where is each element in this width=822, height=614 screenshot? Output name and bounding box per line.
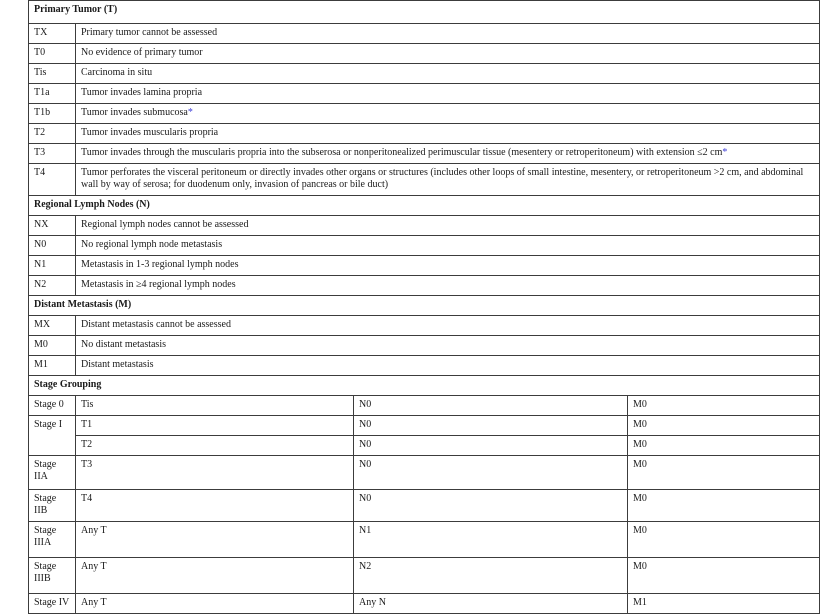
stage-m-cell: M0 bbox=[628, 490, 820, 522]
description-cell bbox=[76, 144, 820, 164]
description-cell: No regional lymph node metastasis bbox=[76, 236, 820, 256]
footnote-marker: * bbox=[722, 147, 728, 158]
stage-n-cell: N0 bbox=[354, 456, 628, 490]
code-cell: N1 bbox=[29, 256, 76, 276]
stage-n-cell: N0 bbox=[354, 416, 628, 436]
stage-grouping-heading: Stage Grouping bbox=[29, 376, 820, 396]
code-cell: N2 bbox=[29, 276, 76, 296]
stage-row bbox=[29, 456, 820, 490]
stage-label: Stage I bbox=[29, 416, 76, 456]
stage-m-cell: M0 bbox=[628, 436, 820, 456]
stage-row bbox=[29, 416, 820, 436]
table-row bbox=[29, 104, 820, 124]
description-cell: Carcinoma in situ bbox=[76, 64, 820, 84]
stage-label: Stage IV bbox=[29, 594, 76, 614]
distant-metastasis-heading: Distant Metastasis (M) bbox=[29, 296, 820, 316]
stage-row bbox=[29, 490, 820, 522]
code-cell: T0 bbox=[29, 44, 76, 64]
code-cell: M0 bbox=[29, 336, 76, 356]
table-row bbox=[29, 236, 820, 256]
code-cell: N0 bbox=[29, 236, 76, 256]
stage-m-cell: M1 bbox=[628, 594, 820, 614]
stage-m-cell: M0 bbox=[628, 416, 820, 436]
code-cell: T1a bbox=[29, 84, 76, 104]
description-cell: Distant metastasis bbox=[76, 356, 820, 376]
table-row bbox=[29, 24, 820, 44]
description-cell: Tumor perforates the visceral peritoneum or directly invades other organs or structures (includes other loops of small intestine, mesentery, or retroperitoneum >2 cm, and abdominal wall by way of serosa; for duodenum only, invasion of pancreas or bile duct) bbox=[76, 164, 820, 196]
table-row bbox=[29, 356, 820, 376]
section-header-row bbox=[29, 1, 820, 24]
stage-t-cell: Any T bbox=[76, 594, 354, 614]
code-cell: TX bbox=[29, 24, 76, 44]
stage-n-cell: Any N bbox=[354, 594, 628, 614]
stage-m-cell: M0 bbox=[628, 456, 820, 490]
stage-t-cell: T3 bbox=[76, 456, 354, 490]
stage-t-cell: Tis bbox=[76, 396, 354, 416]
table-row bbox=[29, 256, 820, 276]
code-cell: Tis bbox=[29, 64, 76, 84]
footnote-marker: * bbox=[187, 107, 193, 118]
stage-t-cell: Any T bbox=[76, 522, 354, 558]
code-cell: NX bbox=[29, 216, 76, 236]
stage-row bbox=[29, 522, 820, 558]
description-cell: Tumor invades muscularis propria bbox=[76, 124, 820, 144]
description-cell: No evidence of primary tumor bbox=[76, 44, 820, 64]
stage-t-cell: T4 bbox=[76, 490, 354, 522]
code-cell: T1b bbox=[29, 104, 76, 124]
table-row bbox=[29, 64, 820, 84]
table-row bbox=[29, 276, 820, 296]
code-cell: T4 bbox=[29, 164, 76, 196]
description-text: Tumor invades submucosa bbox=[81, 107, 188, 118]
stage-t-cell: Any T bbox=[76, 558, 354, 594]
stage-m-cell: M0 bbox=[628, 522, 820, 558]
description-cell bbox=[76, 104, 820, 124]
regional-nodes-heading: Regional Lymph Nodes (N) bbox=[29, 196, 820, 216]
table-row bbox=[29, 316, 820, 336]
table-row bbox=[29, 124, 820, 144]
description-cell: Regional lymph nodes cannot be assessed bbox=[76, 216, 820, 236]
stage-n-cell: N0 bbox=[354, 490, 628, 522]
code-cell: T2 bbox=[29, 124, 76, 144]
description-cell: Primary tumor cannot be assessed bbox=[76, 24, 820, 44]
section-header-row bbox=[29, 376, 820, 396]
table-row bbox=[29, 144, 820, 164]
code-cell: MX bbox=[29, 316, 76, 336]
description-cell: No distant metastasis bbox=[76, 336, 820, 356]
table-row bbox=[29, 216, 820, 236]
stage-row bbox=[29, 436, 820, 456]
stage-n-cell: N1 bbox=[354, 522, 628, 558]
stage-m-cell: M0 bbox=[628, 396, 820, 416]
description-cell: Metastasis in ≥4 regional lymph nodes bbox=[76, 276, 820, 296]
table-row bbox=[29, 164, 820, 196]
table-row bbox=[29, 336, 820, 356]
description-cell: Distant metastasis cannot be assessed bbox=[76, 316, 820, 336]
section-header-row bbox=[29, 196, 820, 216]
stage-label: Stage IIIB bbox=[29, 558, 76, 594]
stage-label: Stage 0 bbox=[29, 396, 76, 416]
stage-label: Stage IIB bbox=[29, 490, 76, 522]
stage-t-cell: T2 bbox=[76, 436, 354, 456]
code-cell: M1 bbox=[29, 356, 76, 376]
stage-label: Stage IIIA bbox=[29, 522, 76, 558]
stage-m-cell: M0 bbox=[628, 558, 820, 594]
table-row bbox=[29, 84, 820, 104]
code-cell: T3 bbox=[29, 144, 76, 164]
stage-n-cell: N2 bbox=[354, 558, 628, 594]
stage-t-cell: T1 bbox=[76, 416, 354, 436]
description-cell: Metastasis in 1-3 regional lymph nodes bbox=[76, 256, 820, 276]
description-cell: Tumor invades lamina propria bbox=[76, 84, 820, 104]
primary-tumor-heading: Primary Tumor (T) bbox=[29, 1, 820, 24]
stage-row bbox=[29, 594, 820, 614]
tnm-staging-table bbox=[28, 0, 820, 614]
section-header-row bbox=[29, 296, 820, 316]
stage-row bbox=[29, 396, 820, 416]
stage-row bbox=[29, 558, 820, 594]
description-text: Tumor invades through the muscularis propria into the subserosa or nonperitonealized perimuscular tissue (mesentery or retroperitoneum) with extension ≤2 cm bbox=[81, 147, 723, 158]
stage-n-cell: N0 bbox=[354, 436, 628, 456]
stage-n-cell: N0 bbox=[354, 396, 628, 416]
table-row bbox=[29, 44, 820, 64]
stage-label: Stage IIA bbox=[29, 456, 76, 490]
